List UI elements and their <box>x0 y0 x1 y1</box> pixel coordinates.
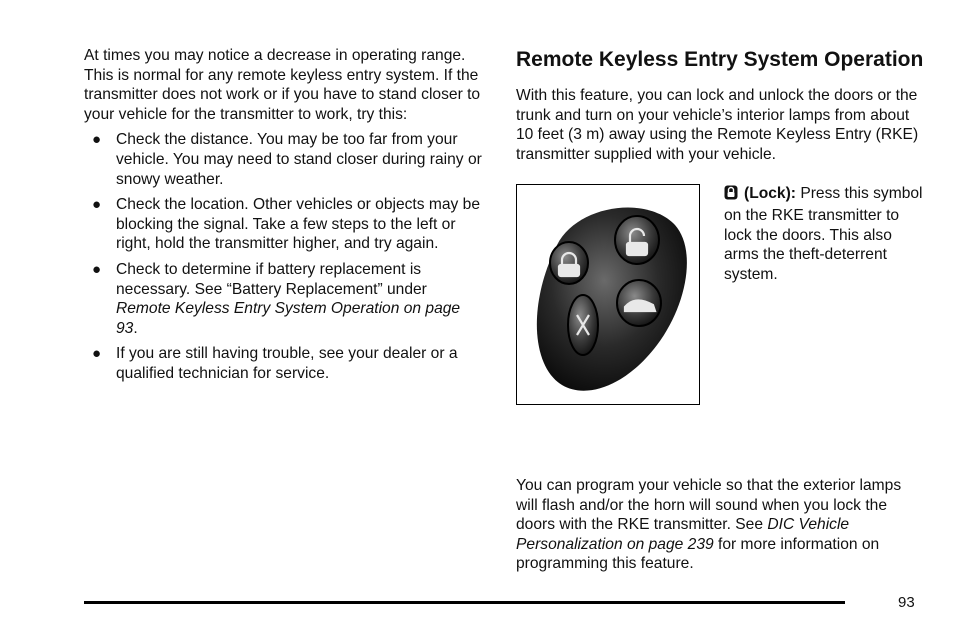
bullet-icon: ● <box>92 131 102 149</box>
left-column <box>84 46 484 390</box>
programming-text-end: for more information on programming this feature. <box>516 535 880 573</box>
list-item-text-end: . <box>133 319 138 337</box>
unlock-button <box>615 216 659 264</box>
lock-icon <box>724 185 738 206</box>
troubleshooting-list <box>84 130 484 383</box>
list-item-text: Check to determine if battery replacement is necessary. See “Battery Replacement” under <box>116 260 427 298</box>
list-item <box>84 260 484 338</box>
list-item-text: Check the location. Other vehicles or objects may be blocking the signal. Take a few steps to the left or right, hold the transmitter higher, and try again. <box>116 196 481 253</box>
bullet-icon: ● <box>92 196 102 214</box>
programming-paragraph <box>516 476 926 574</box>
list-item <box>84 344 484 383</box>
footer-divider <box>84 601 845 604</box>
cross-reference-link[interactable]: Remote Keyless Entry System Operation on page 93 <box>116 300 461 337</box>
page-number: 93 <box>898 594 915 611</box>
list-item <box>84 130 484 189</box>
transmitter-figure-row <box>516 184 926 414</box>
lock-description <box>724 184 924 284</box>
lock-label: (Lock): <box>744 185 796 203</box>
lock-button <box>550 242 588 284</box>
programming-text: You can program your vehicle so that the exterior lamps will flash and/or the horn will sound when you lock the doors with the RKE transmitter. See <box>516 477 902 534</box>
cross-reference-link[interactable]: DIC Vehicle Personalization on page 239 <box>516 516 850 553</box>
bullet-icon: ● <box>92 260 102 278</box>
list-item-text: If you are still having trouble, see your dealer or a qualified technician for service. <box>116 345 458 382</box>
section-heading: Remote Keyless Entry System Operation <box>516 48 924 71</box>
key-fob-image <box>517 185 698 403</box>
key-fob-illustration <box>516 184 700 405</box>
bullet-icon: ● <box>92 345 102 363</box>
list-item <box>84 195 484 254</box>
intro-paragraph: At times you may notice a decrease in operating range. This is normal for any remote keyless entry system. If the transmitter does not work or if you have to stand closer to your vehicle for the transmitter to work, try this: <box>84 47 481 123</box>
right-column <box>516 46 926 414</box>
lock-text: Press this symbol on the RKE transmitter to lock the doors. This also arms the theft-deterrent system. <box>724 185 923 283</box>
feature-paragraph: With this feature, you can lock and unlock the doors or the trunk and turn on your vehicle’s interior lamps from about 10 feet (3 m) away using the Remote Keyless Entry (RKE) transmitter supplied with your vehicle. <box>516 87 919 163</box>
list-item-text: Check the distance. You may be too far from your vehicle. You may need to stand closer during rainy or snowy weather. <box>116 131 482 188</box>
